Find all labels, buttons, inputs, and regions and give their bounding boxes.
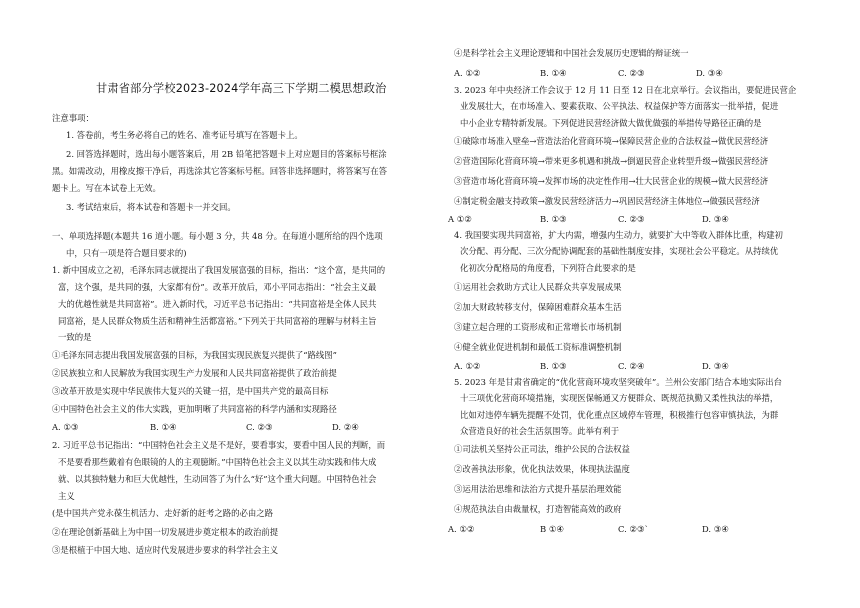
notice-line: 题卡上。写在本试卷上无效。	[52, 183, 161, 193]
answer-choice: D. ②④	[332, 422, 359, 432]
answer-choice: A. ①③	[52, 422, 79, 432]
notice-line: 1. 答卷前，考生务必将自己的姓名、准考证号填写在答题卡上。	[66, 130, 303, 140]
option-item: ②在理论创新基础上为中国一切发展进步奠定根本的政治前提	[52, 527, 279, 537]
answer-choice: C. ②③`	[618, 524, 649, 534]
question-text: 5. 2023 年是甘肃省确定的“优化营商环境攻坚突破年”。兰州公安部门结合本地实际出台	[454, 377, 782, 387]
question-text: 就、以其独特魅力和巨大优越性，生动回答了为什么“好”这个重大问题。中国特色社会	[58, 474, 377, 484]
notice-line: 黑。如需改动，用橡皮擦干净后，再选涂其它答案标号框。回答非选择题时，将答案写在答	[52, 166, 387, 176]
answer-choice: C. ②③	[246, 422, 273, 432]
answer-choice: B. ①④	[540, 68, 567, 78]
option-item: ①破除市场准入壁垒→营造法治化营商环境→保障民营企业的合法权益→做优民营经济	[454, 136, 769, 146]
answer-choice: A. ①②	[454, 361, 481, 371]
question-text: 比如对违停车辆先提醒不处罚，优化重点区域停车管理，积极推行包容审慎执法，为群	[460, 410, 779, 420]
question-text: 十三项优化营商环境措施，实现医保畅通又方便群众、既规范执勤又柔性执法的举措，	[460, 393, 779, 403]
option-item: ④是科学社会主义理论逻辑和中国社会发展历史逻辑的辩证统一	[454, 48, 689, 58]
option-item: ①毛泽东同志提出我国发展富强的目标，为我国实现民族复兴提供了“路线图”	[52, 350, 337, 360]
notice-line: 2. 回答选择题时，选出每小题答案后，用 2B 铅笔把答题卡上对应题目的答案标号框涂	[66, 149, 387, 159]
question-text: 同富裕，是人民群众物质生活和精神生活都富裕。”下列关于共同富裕的理解与材料主旨	[58, 316, 377, 326]
question-text: 富，这个强，是共同的强，大家都有份”。改革开放后，邓小平同志指出：“社会主义最	[58, 282, 377, 292]
option-item: ②营造国际化营商环境→带来更多机遇和挑战→倒逼民营企业转型升级→做强民营经济	[454, 156, 769, 166]
section-heading: 一、单项选择题(本题共 16 道小题。每小题 3 分，共 48 分。在每道小题所给的四个选项	[52, 231, 383, 241]
answer-choice: C. ②③	[618, 214, 645, 224]
option-item: ②改善执法形象，优化执法效果，体现执法温度	[454, 464, 630, 474]
option-item: ①司法机关坚持公正司法，维护公民的合法权益	[454, 444, 630, 454]
option-item: ④规范执法自由裁量权，打造智能高效的政府	[454, 504, 622, 514]
option-item: (是中国共产党永葆生机活力、走好新的赶考之路的必由之路	[52, 508, 274, 518]
answer-choice: B. ①③	[540, 214, 567, 224]
answer-choice: A. ①②	[454, 68, 481, 78]
section-heading: 中，只有一项是符合题目要求的)	[66, 248, 187, 258]
question-text: 次分配、再分配、三次分配协调配套的基础性制度安排，实现社会公平稳定。从持续优	[460, 246, 779, 256]
option-item: ④健全就业促进机制和最低工资标准调整机制	[454, 342, 622, 352]
option-item: ③营造市场化营商环境→发挥市场的决定性作用→壮大民营企业的规模→做大民营经济	[454, 176, 769, 186]
answer-choice: B. ①④	[150, 422, 177, 432]
question-text: 化初次分配格局的角度看，下列符合此要求的是	[460, 263, 636, 273]
answer-choice: D. ③④	[702, 361, 729, 371]
answer-choice: C. ②④	[618, 361, 645, 371]
exam-title: 甘肃省部分学校2023-2024学年高三下学期二模思想政治	[96, 82, 387, 95]
notice-line: 3. 考试结束后，将本试卷和答题卡一并交回。	[66, 202, 236, 212]
notice-heading: 注意事项：	[52, 113, 94, 123]
answer-choice: B. ①③	[540, 361, 567, 371]
option-item: ④中国特色社会主义的伟大实践，更加明晰了共同富裕的科学内涵和实现路径	[52, 404, 337, 414]
option-item: ③建立起合理的工资形成和正常增长市场机制	[454, 322, 622, 332]
question-text: 不是要看那些戴着有色眼镜的人的主观臆断。”中国特色社会主义以其生动实践和伟大成	[58, 457, 377, 467]
question-text: 众营造良好的社会生活氛围等。此举有利于	[460, 426, 620, 436]
question-text: 主义	[58, 491, 75, 501]
answer-choice: C. ②③	[618, 68, 645, 78]
option-item: ③改革开放是实现中华民族伟大复兴的关键一招，是中国共产党的最高目标	[52, 386, 329, 396]
answer-choice: D. ③④	[702, 524, 729, 534]
question-text: 1. 新中国成立之初，毛泽东同志就提出了我国发展富强的目标，指出：“这个富，是共同的	[52, 265, 386, 275]
answer-choice: D. ③④	[696, 68, 723, 78]
question-text: 4. 我国要实现共同富裕，扩大内需，增强内生动力，就要扩大中等收入群体比重，构建初	[454, 230, 783, 240]
answer-choice: D. ③④	[702, 214, 729, 224]
option-item: ③是根植于中国大地、适应时代发展进步要求的科学社会主义	[52, 545, 279, 555]
option-item: ②加大财政转移支付，保障困难群众基本生活	[454, 302, 622, 312]
question-text: 2. 习近平总书记指出：“中国特色社会主义是不是好，要看事实，要看中国人民的判断，而	[52, 440, 386, 450]
question-text: 业发展壮大，在市场准入、要素获取、公平执法、权益保护等方面落实一批举措，促进	[460, 101, 779, 111]
option-item: ④制定税金融支持政策→激发民营经济活力→巩固民营经济主体地位→做强民营经济	[454, 196, 760, 206]
question-text: 大的优越性就是共同富裕”。进入新时代，习近平总书记指出：“共同富裕是全体人民共	[58, 299, 377, 309]
option-item: ①运用社会救助方式让人民群众共享发展成果	[454, 282, 622, 292]
question-text: 3. 2023 年中央经济工作会议于 12 月 11 日至 12 日在北京举行。会议指出，要促进民营企	[454, 85, 797, 95]
option-item: ②民族独立和人民解放为我国实现生产力发展和人民共同富裕提供了政治前提	[52, 368, 337, 378]
answer-choice: B ①④	[540, 524, 564, 534]
answer-choice: A ①②	[448, 214, 472, 224]
question-text: 一致的是	[58, 332, 92, 342]
option-item: ③运用法治思维和法治方式提升基层治理效能	[454, 484, 622, 494]
answer-choice: A. ①②	[448, 524, 475, 534]
question-text: 中小企业专精特新发展。下列促进民营经济做大做优做强的举措传导路径正确的是	[460, 118, 762, 128]
